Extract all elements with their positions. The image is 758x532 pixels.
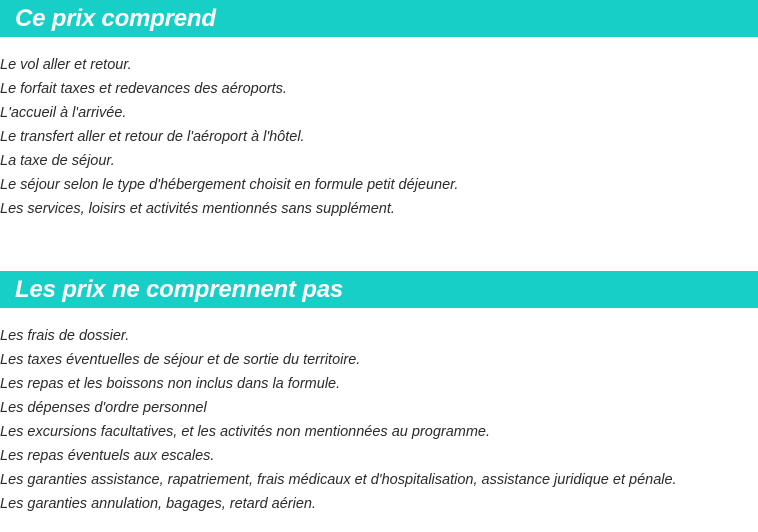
excluded-section-header xyxy=(0,271,758,308)
included-section-title: Ce prix comprend xyxy=(15,4,216,32)
excluded-item: Les garanties assistance, rapatriement, frais médicaux et d'hospitalisation, assistance juridique et pénale. xyxy=(0,472,677,488)
included-item: Le transfert aller et retour de l'aéroport à l'hôtel. xyxy=(0,129,305,145)
included-item: La taxe de séjour. xyxy=(0,153,115,169)
excluded-item: Les excursions facultatives, et les activités non mentionnées au programme. xyxy=(0,424,491,440)
excluded-section-title: Les prix ne comprennent pas xyxy=(15,275,344,303)
excluded-item: Les dépenses d'ordre personnel xyxy=(0,400,207,416)
excluded-items-list xyxy=(0,324,677,516)
included-items-list xyxy=(0,53,458,221)
included-item: Le séjour selon le type d'hébergement choisit en formule petit déjeuner. xyxy=(0,177,459,193)
included-item: Le forfait taxes et redevances des aéroports. xyxy=(0,81,287,97)
included-item: L'accueil à l'arrivée. xyxy=(0,105,127,121)
excluded-item: Les taxes éventuelles de séjour et de sortie du territoire. xyxy=(0,352,361,368)
excluded-item: Les repas éventuels aux escales. xyxy=(0,448,215,464)
included-item: Le vol aller et retour. xyxy=(0,57,132,73)
excluded-item: Les garanties annulation, bagages, retard aérien. xyxy=(0,496,316,512)
excluded-item: Les frais de dossier. xyxy=(0,328,130,344)
included-item: Les services, loisirs et activités mentionnés sans supplément. xyxy=(0,201,395,217)
included-section-header xyxy=(0,0,758,37)
excluded-item: Les repas et les boissons non inclus dans la formule. xyxy=(0,376,341,392)
